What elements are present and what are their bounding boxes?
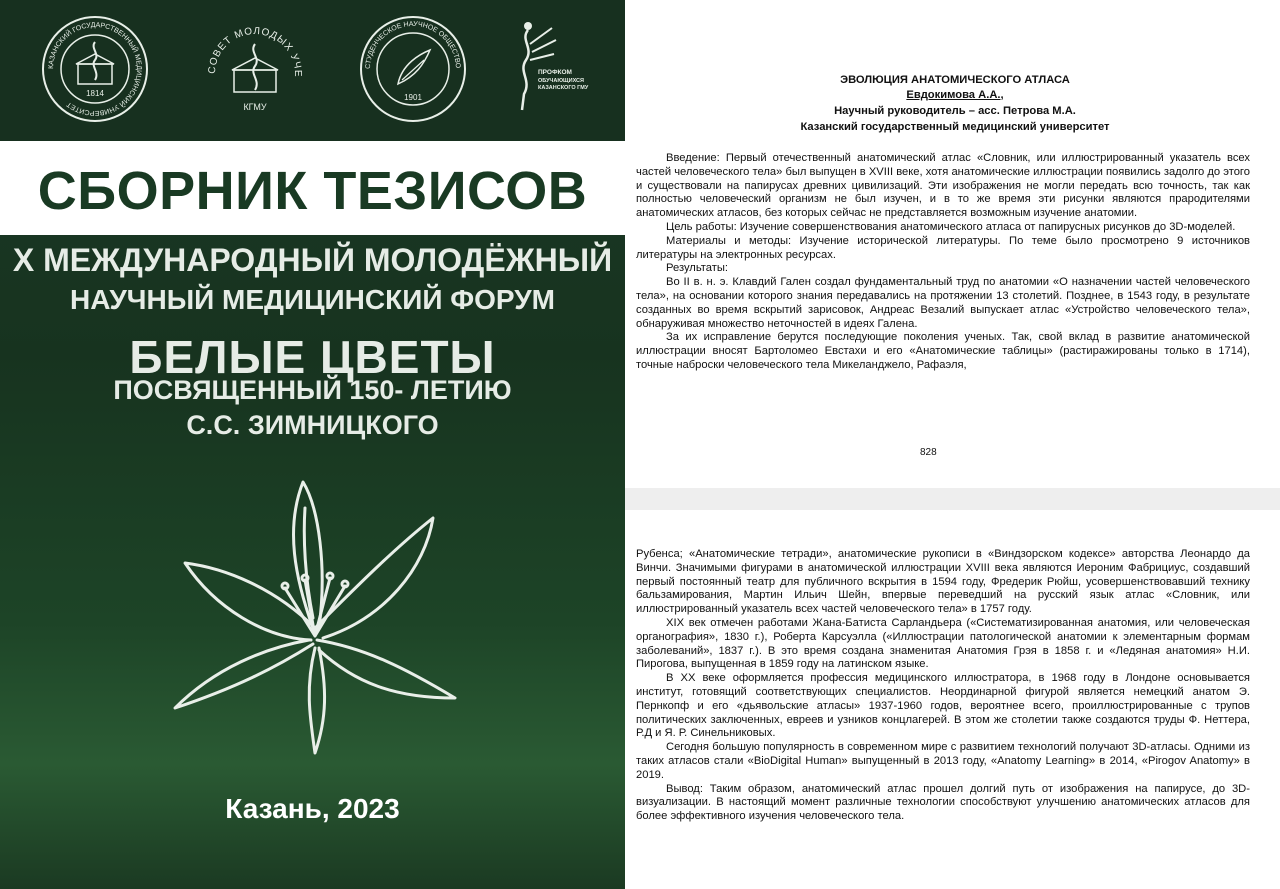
supervisor-line: Научный руководитель – асс. Петрова М.А.	[834, 105, 1076, 117]
paragraph: Материалы и методы: Изучение исторической литературы. По теме было просмотрено 9 источников литературы на электронных ресурсах.	[636, 234, 1250, 261]
svg-text:1814: 1814	[86, 89, 104, 98]
institution-line: Казанский государственный медицинский университет	[800, 121, 1110, 133]
paragraph: Введение: Первый отечественный анатомический атлас «Словник, или иллюстрированный указатель всех частей человеческого тела» был выпущен в XVIII веке, хотя анатомические иллюстрации появились задолго до этого и существовали на папирусах древних цивилизаций. Эти изображения не могли передать всю точность, так как полностью человеческий организм не был изучен, и в то же время эти рисунки являются прародителями анатомических атласов, без которых сейчас не представляется возможным изучение анатомии.	[636, 152, 1250, 220]
paragraph: В XX веке оформляется профессия медицинского иллюстратора, в 1968 году в Лондоне основывается институт, готовящий соответствующих специалистов. Неординарной фигурой является немецкий анатом Э. Пернкопф и его «дьявольские атласы» 1937-1960 годов, вероятнее всего, проиллюстрированные с трупов политических заключенных, евреев и узников концлагерей. В этом же столетии также создаются труды Ф. Неттера, Р.Д и Я. Р. Синельниковых.	[636, 672, 1250, 740]
thesis-page-2	[630, 510, 1280, 889]
author-line	[630, 89, 1280, 101]
page-separator	[625, 488, 1280, 510]
forum-line-1: X МЕЖДУНАРОДНЫЙ МОЛОДЁЖНЫЙ	[12, 242, 613, 278]
forum-line-2: НАУЧНЫЙ МЕДИЦИНСКИЙ ФОРУМ	[70, 284, 555, 315]
svg-text:КГМУ: КГМУ	[243, 102, 267, 112]
author-comma: ,	[1000, 89, 1004, 101]
svg-text:КАЗАНСКИЙ ГОСУДАРСТВЕННЫЙ МЕДИ: КАЗАНСКИЙ ГОСУДАРСТВЕННЫЙ МЕДИЦИНСКИЙ УНИВЕРСИТЕТ	[47, 21, 143, 117]
article-title: ЭВОЛЮЦИЯ АНАТОМИЧЕСКОГО АТЛАСА	[840, 74, 1070, 86]
kgmu-university-emblem	[40, 14, 150, 124]
paragraph: За их исправление берутся последующие поколения ученых. Так, свой вклад в развитие анатомической иллюстрации вносят Бартоломео Евстахи и его «Анатомические таблицы» (растиражированы только в 1714), точные наброски человеческого тела Микеланджело, Рафаэля,	[636, 331, 1250, 371]
page-number: 828	[920, 447, 937, 458]
paragraph: XIX век отмечен работами Жана-Батиста Сарландьера («Систематизированная анатомия, или человеческая органография», 1830 г.), Роберта Карсуэлла («Иллюстрации патологической анатомии к элементарным формам заболеваний», 1837 г.). В это время создана знаменитая Анатомия Грэя в 1858 г. и «Ледяная анатомия» Н.И. Пирогова, выпущенная в 1859 году на латинском языке.	[636, 616, 1250, 671]
page2-body	[636, 548, 1250, 824]
author-name: Евдокимова А.А.	[906, 89, 1001, 101]
dedication-line-1: ПОСВЯЩЕННЫЙ 150- ЛЕТИЮ	[113, 375, 512, 405]
svg-text:КАЗАНСКОГО ГМУ: КАЗАНСКОГО ГМУ	[538, 85, 589, 91]
paragraph: Вывод: Таким образом, анатомический атлас прошел долгий путь от изображения на папирусе, до 3D-визуализации. В настоящий момент различные технологии способствуют улучшению анатомических атласов для более эффективного изучения человеческого тела.	[636, 782, 1250, 823]
young-scientists-council-emblem	[200, 14, 310, 124]
svg-text:СОВЕТ МОЛОДЫХ УЧЕНЫХ: СОВЕТ МОЛОДЫХ УЧЕ	[206, 25, 304, 78]
svg-text:1901: 1901	[404, 93, 422, 102]
paragraph: Рубенса; «Анатомические тетради», анатомические рукописи в «Виндзорском кодексе» авторства Леонардо да Винчи. Значимыми фигурами в анатомической иллюстрации XVIII века являются Иероним Фабрициус, создавший первый постоянный театр для публичного вскрытия в 1594 году, Фредерик Рюйш, усовершенствовавший технику бальзамирования, Мартин Ильич Шейн, впервые переведший на русский язык атлас «Словник, или иллюстрированный указатель всех частей человеческого тела» в 1757 году.	[636, 548, 1250, 616]
paragraph: Цель работы: Изучение совершенствования анатомического атласа от папирусных рисунков до 3D-моделей.	[666, 220, 1236, 233]
publication-city-year: Казань, 2023	[225, 793, 400, 824]
svg-text:СТУДЕНЧЕСКОЕ НАУЧНОЕ ОБЩЕСТВО: СТУДЕНЧЕСКОЕ НАУЧНОЕ ОБЩЕСТВО	[364, 20, 462, 70]
svg-text:ОБУЧАЮЩИХСЯ: ОБУЧАЮЩИХСЯ	[538, 78, 584, 84]
forum-name: БЕЛЫЕ ЦВЕТЫ	[129, 331, 496, 383]
profkom-emblem	[500, 14, 615, 124]
page1-body	[636, 152, 1250, 373]
cover-title: СБОРНИК ТЕЗИСОВ	[37, 161, 588, 221]
paragraph: Во II в. н. э. Клавдий Гален создал фундаментальный труд по анатомии «О назначении частей человеческого тела», на основании которого знания передавались на протяжении 13 столетий. Позднее, в 1543 году, в результате созданных во время вскрытий зарисовок, Андреас Везалий выпускает атлас «Устройство человеческого тела», обнаруживая множество неточностей в идеях Галена.	[636, 276, 1250, 330]
svg-text:ПРОФКОМ: ПРОФКОМ	[538, 69, 572, 76]
book-cover	[0, 0, 625, 889]
dedication-line-2: С.С. ЗИМНИЦКОГО	[186, 410, 439, 440]
paragraph: Сегодня большую популярность в современном мире с развитием технологий получают 3D-атласы. Одними из таких атласов стали «BioDigital Human» выпущенный в 2013 году, «Anatomy Learning» в 2014, «Pirogov Anatomy» в 2019.	[636, 741, 1250, 781]
student-scientific-society-emblem	[358, 14, 468, 124]
thesis-page-1	[630, 0, 1280, 488]
lily-flower-icon	[155, 468, 475, 773]
paragraph: Результаты:	[666, 262, 729, 275]
